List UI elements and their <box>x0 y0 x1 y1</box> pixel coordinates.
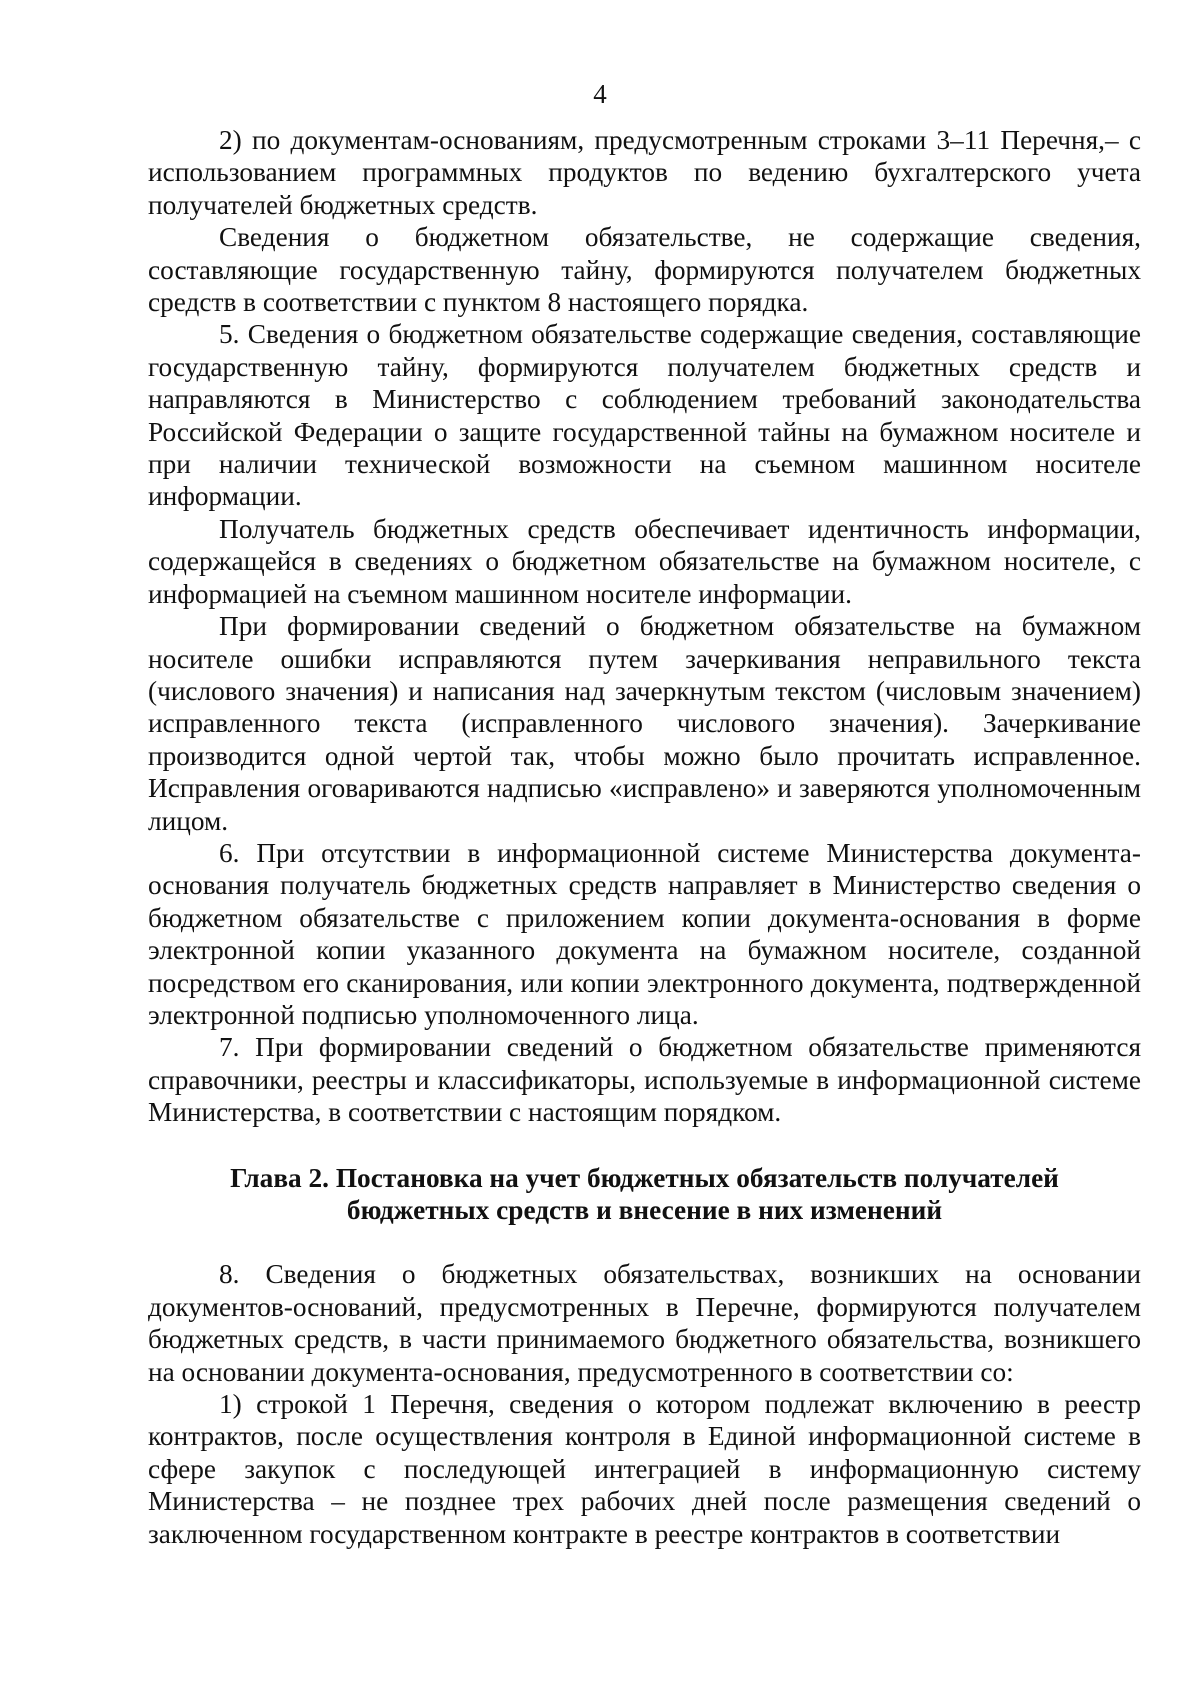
page-number: 4 <box>593 79 607 109</box>
paragraph-item-6: 6. При отсутствии в информационной системе Министерства документа-основания получатель бюджетных средств направляет в Министерство сведения о бюджетном обязательстве с приложением копии документа-основания в форме электронной копии указанного документа на бумажном носителе, созданной посредством его сканирования, или копии электронного документа, подтвержденной электронной подписью уполномоченного лица. <box>148 837 1141 1030</box>
paragraph-identity: Получатель бюджетных средств обеспечивает идентичность информации, содержащейся в сведениях о бюджетном обязательстве на бумажном носителе, с информацией на съемном машинном носителе информации. <box>148 513 1141 609</box>
paragraph-item-8: 8. Сведения о бюджетных обязательствах, возникших на основании документов-оснований, предусмотренных в Перечне, формируются получателем бюджетных средств, в части принимаемого бюджетного обязательства, возникшего на основании документа-основания, предусмотренного в соответствии со: <box>148 1259 1141 1387</box>
document-body <box>148 124 1141 1550</box>
chapter-heading-line-2: бюджетных средств и внесение в них изменений <box>346 1195 943 1225</box>
paragraph-secret-free-info: Сведения о бюджетном обязательстве, не содержащие сведения, составляющие государственную тайну, формируются получателем бюджетных средств в соответствии с пунктом 8 настоящего порядка. <box>148 222 1141 318</box>
paragraph-subitem-1: 1) строкой 1 Перечня, сведения о котором подлежат включению в реестр контрактов, после осуществления контроля в Единой информационной системе в сфере закупок с последующей интеграцией в информационную систему Министерства – не позднее трех рабочих дней после размещения сведений о заключенном государственном контракте в реестре контрактов в соответствии <box>148 1389 1141 1549</box>
paragraph-item-5: 5. Сведения о бюджетном обязательстве содержащие сведения, составляющие государственную тайну, формируются получателем бюджетных средств и направляются в Министерство с соблюдением требований законодательства Российской Федерации о защите государственной тайны на бумажном носителе и при наличии технической возможности на съемном машинном носителе информации. <box>148 319 1141 512</box>
paragraph-item-2: 2) по документам-основаниям, предусмотренным строками 3–11 Перечня,– с использованием программных продуктов по ведению бухгалтерского учета получателей бюджетных средств. <box>148 125 1141 220</box>
chapter-heading <box>148 1162 1141 1227</box>
paragraph-corrections: При формировании сведений о бюджетном обязательстве на бумажном носителе ошибки исправляются путем зачеркивания неправильного текста (числового значения) и написания над зачеркнутым текстом (числовым значением) исправленного текста (исправленного числового значения). Зачеркивание производится одной чертой так, чтобы можно было прочитать исправленное. Исправления оговариваются надписью «исправлено» и заверяются уполномоченным лицом. <box>148 611 1141 836</box>
chapter-heading-line-1: Глава 2. Постановка на учет бюджетных обязательств получателей <box>230 1162 1059 1193</box>
paragraph-item-7: 7. При формировании сведений о бюджетном обязательстве применяются справочники, реестры и классификаторы, используемые в информационной системе Министерства, в соответствии с настоящим порядком. <box>148 1032 1141 1128</box>
